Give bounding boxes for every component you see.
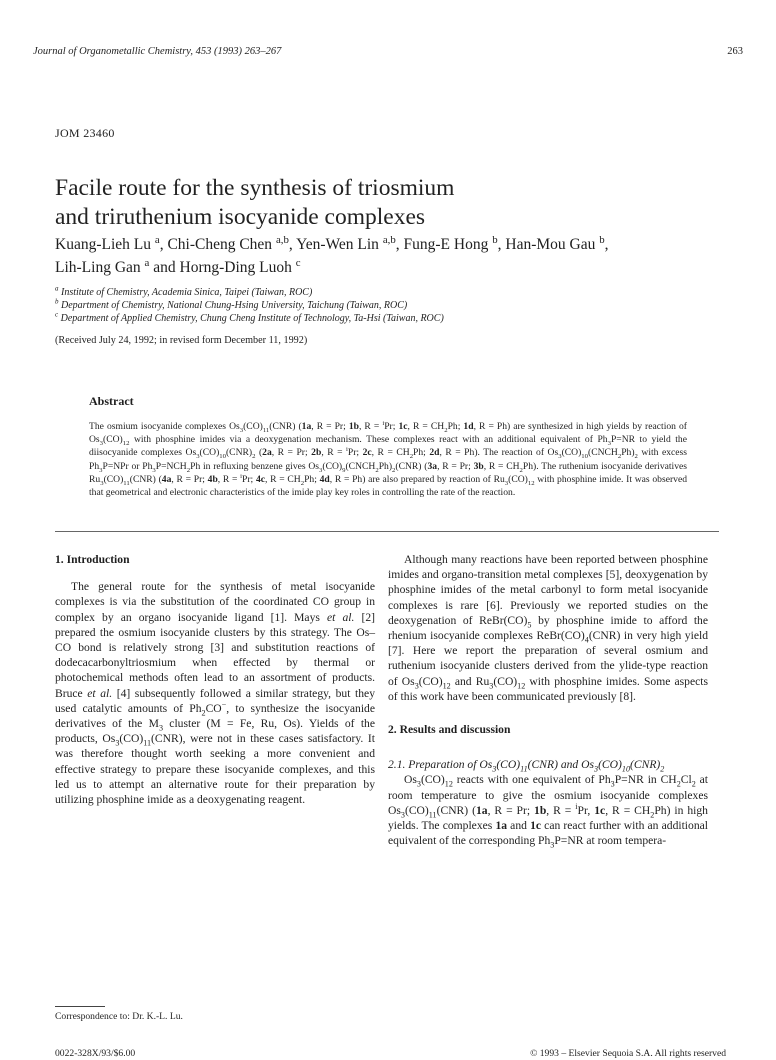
- author-affiliation-mark: a: [154, 233, 160, 246]
- author-list: Kuang-Lieh Lu $^a$, Chi-Cheng Chen $^{a,b}$, Yen-Wen Lin $^{a,b}$, Fung-E Hong $^b$, Han-Mou Gau $^b$, Lih-Ling Gan $^a$ and Horng-Ding Luoh $^c$: [55, 233, 609, 276]
- title-line-1: Facile route for the synthesis of triosmium: [55, 175, 455, 201]
- author: Fung-E Hong: [403, 236, 489, 253]
- jom-code: JOM 23460: [55, 126, 115, 140]
- affiliation-mark: c: [55, 310, 59, 319]
- author: Chi-Cheng Chen: [167, 236, 273, 253]
- affiliation-text: Institute of Chemistry, Academia Sinica, Taipei (Taiwan, ROC): [61, 287, 313, 298]
- author-affiliation-mark: b: [599, 233, 605, 246]
- section-heading-introduction: 1. Introduction: [55, 553, 130, 566]
- page-number: 263: [727, 46, 743, 57]
- author: Yen-Wen Lin: [296, 236, 379, 253]
- author-affiliation-mark: c: [295, 256, 301, 269]
- abstract-heading: Abstract: [89, 394, 134, 408]
- section-heading-results: 2. Results and discussion: [388, 723, 511, 737]
- abstract-text: The osmium isocyanide complexes $Os_3(CO)_{11}(CNR)$ (1a, R = Pr; 1b, R = $^i$Pr; 1c, $R = CH_2Ph$; 1d, R = Ph) are synthesized in high yields by reaction of $Os_3(CO)_{12}$ with phosphine imides via a deoxygenation mechanism. These complexes react with an additional equivalent of $Ph_3P=NR$ to yield the diisocyanide complexes $Os_3(CO)_{10}(CNR)_2$ (2a, R = Pr; 2b, R = $^i$Pr; 2c, $R = CH_2Ph$; 2d, R = Ph). The reaction of $Os_3(CO)_{10}(CNCH_2Ph)_2$ with excess $Ph_3P=NPr$ or $Ph_3P=NCH_2Ph$ in refluxing benzene gives $Os_3(CO)_9(CNCH_2Ph)_2(CNR)$ (3a, R = Pr; 3b, $R = CH_2Ph$). The ruthenium isocyanide derivatives $Ru_3(CO)_{11}(CNR)$ (4a, R = Pr; 4b, R = $^i$Pr; 4c, $R = CH_2Ph$; 4d, R = Ph) are also prepared by reaction of $Ru_3(CO)_{12}$ with phosphine imide. It was observed that geometrical and electronic characteristics of the imide play key roles in controlling the rate of the reaction.: [89, 419, 688, 499]
- subsection-heading: 2.1. Preparation of $Os_3(CO)_{11}(CNR)$ and $Os_3(CO)_{10}(CNR)_2$: [388, 758, 665, 774]
- affiliation-text: Department of Applied Chemistry, Chung Cheng Institute of Technology, Ta-Hsi (Taiwan, ROC): [60, 313, 444, 324]
- author: Han-Mou Gau: [505, 236, 596, 253]
- affiliation-mark: b: [55, 297, 59, 306]
- issn-price: 0022-328X/93/$6.00: [55, 1048, 136, 1059]
- left-column: [55, 552, 375, 807]
- author-affiliation-mark: a,b: [275, 233, 289, 246]
- affiliation-mark: a: [55, 284, 59, 293]
- author-affiliation-mark: a,b: [382, 233, 396, 246]
- body-paragraph: Although many reactions have been reported between phosphine imides and organo-transition metal complexes [5], deoxygenation by phosphine imides of the metal carbonyl to form metal isocyanide complexes is rare [6]. Previously we reported studies on the deoxygenation of $ReBr(CO)_5$ by phosphine imide to afford the rhenium isocyanide complexes $ReBr(CO)_4(CNR)$ in very high yield [7]. Here we report the preparation of several osmium and ruthenium isocyanide clusters derived from the ylide-type reaction of $Os_3(CO)_{12}$ and $Ru_3(CO)_{12}$ with phosphine imides. Some aspects of this work have been communicated previously [8].: [388, 553, 708, 703]
- copyright-notice: © 1993 – Elsevier Sequoia S.A. All rights reserved: [530, 1048, 726, 1059]
- author-affiliation-mark: b: [492, 233, 498, 246]
- affiliation: [55, 286, 745, 299]
- journal-header: Journal of Organometallic Chemistry, 453 (1993) 263–267: [33, 46, 282, 57]
- affiliation: [55, 312, 745, 325]
- affiliation-text: Department of Chemistry, National Chung-Hsing University, Taichung (Taiwan, ROC): [61, 300, 408, 311]
- received-date: (Received July 24, 1992; in revised form December 11, 1992): [55, 335, 308, 346]
- section-divider: [55, 531, 719, 532]
- body-paragraph: $Os_3(CO)_{12}$ reacts with one equivalent of $Ph_3P=NR$ in $CH_2Cl_2$ at room temperature to give the osmium isocyanide complexes $Os_3(CO)_{11}(CNR)$ (1a, R = Pr; 1b, R = $^i$Pr, 1c, $R = CH_2Ph$) in high yields. The complexes 1a and 1c can react further with an additional equivalent of the corresponding $Ph_3P=NR$ at room tempera-: [388, 773, 709, 850]
- author-conjunction: and: [153, 259, 176, 276]
- right-column: [388, 552, 708, 848]
- intro-paragraph: The general route for the synthesis of metal isocyanide complexes is via the substitution of the coordinated CO group in complex by an organo isocyanide ligand [1]. Mays et al. [2] prepared the osmium isocyanide clusters by this strategy. The Os–CO bond is relatively strong [3] and substitution reactions of dodecacarbonyltriosmium when effected by thermal or photochemical methods often lead to an assortment of products. Bruce et al. [4] subsequently followed a similar strategy, but they used catalytic amounts of $Ph_2CO^-$, to synthesize the isocyanide derivatives of the $M_3$ cluster (M = Fe, Ru, Os). Yields of the products, $Os_3(CO)_{11}(CNR)$, were not in these cases satisfactory. It was therefore thought worth seeking a more convenient and effective strategy to prepare these isocyanide complexes, and this led us to attempt an alternative route for their preparation by utilizing phosphine imide as a deoxygenating reagent.: [55, 580, 375, 807]
- footnote-divider: [55, 1006, 105, 1007]
- correspondence-footnote: Correspondence to: Dr. K.-L. Lu.: [55, 1011, 183, 1022]
- paper-title: [55, 174, 735, 232]
- author-affiliation-mark: a: [144, 256, 150, 269]
- title-line-2: and triruthenium isocyanide complexes: [55, 204, 426, 230]
- author: Lih-Ling Gan: [55, 259, 141, 276]
- author: Horng-Ding Luoh: [179, 259, 292, 276]
- affiliation: [55, 299, 745, 312]
- author: Kuang-Lieh Lu: [55, 236, 151, 253]
